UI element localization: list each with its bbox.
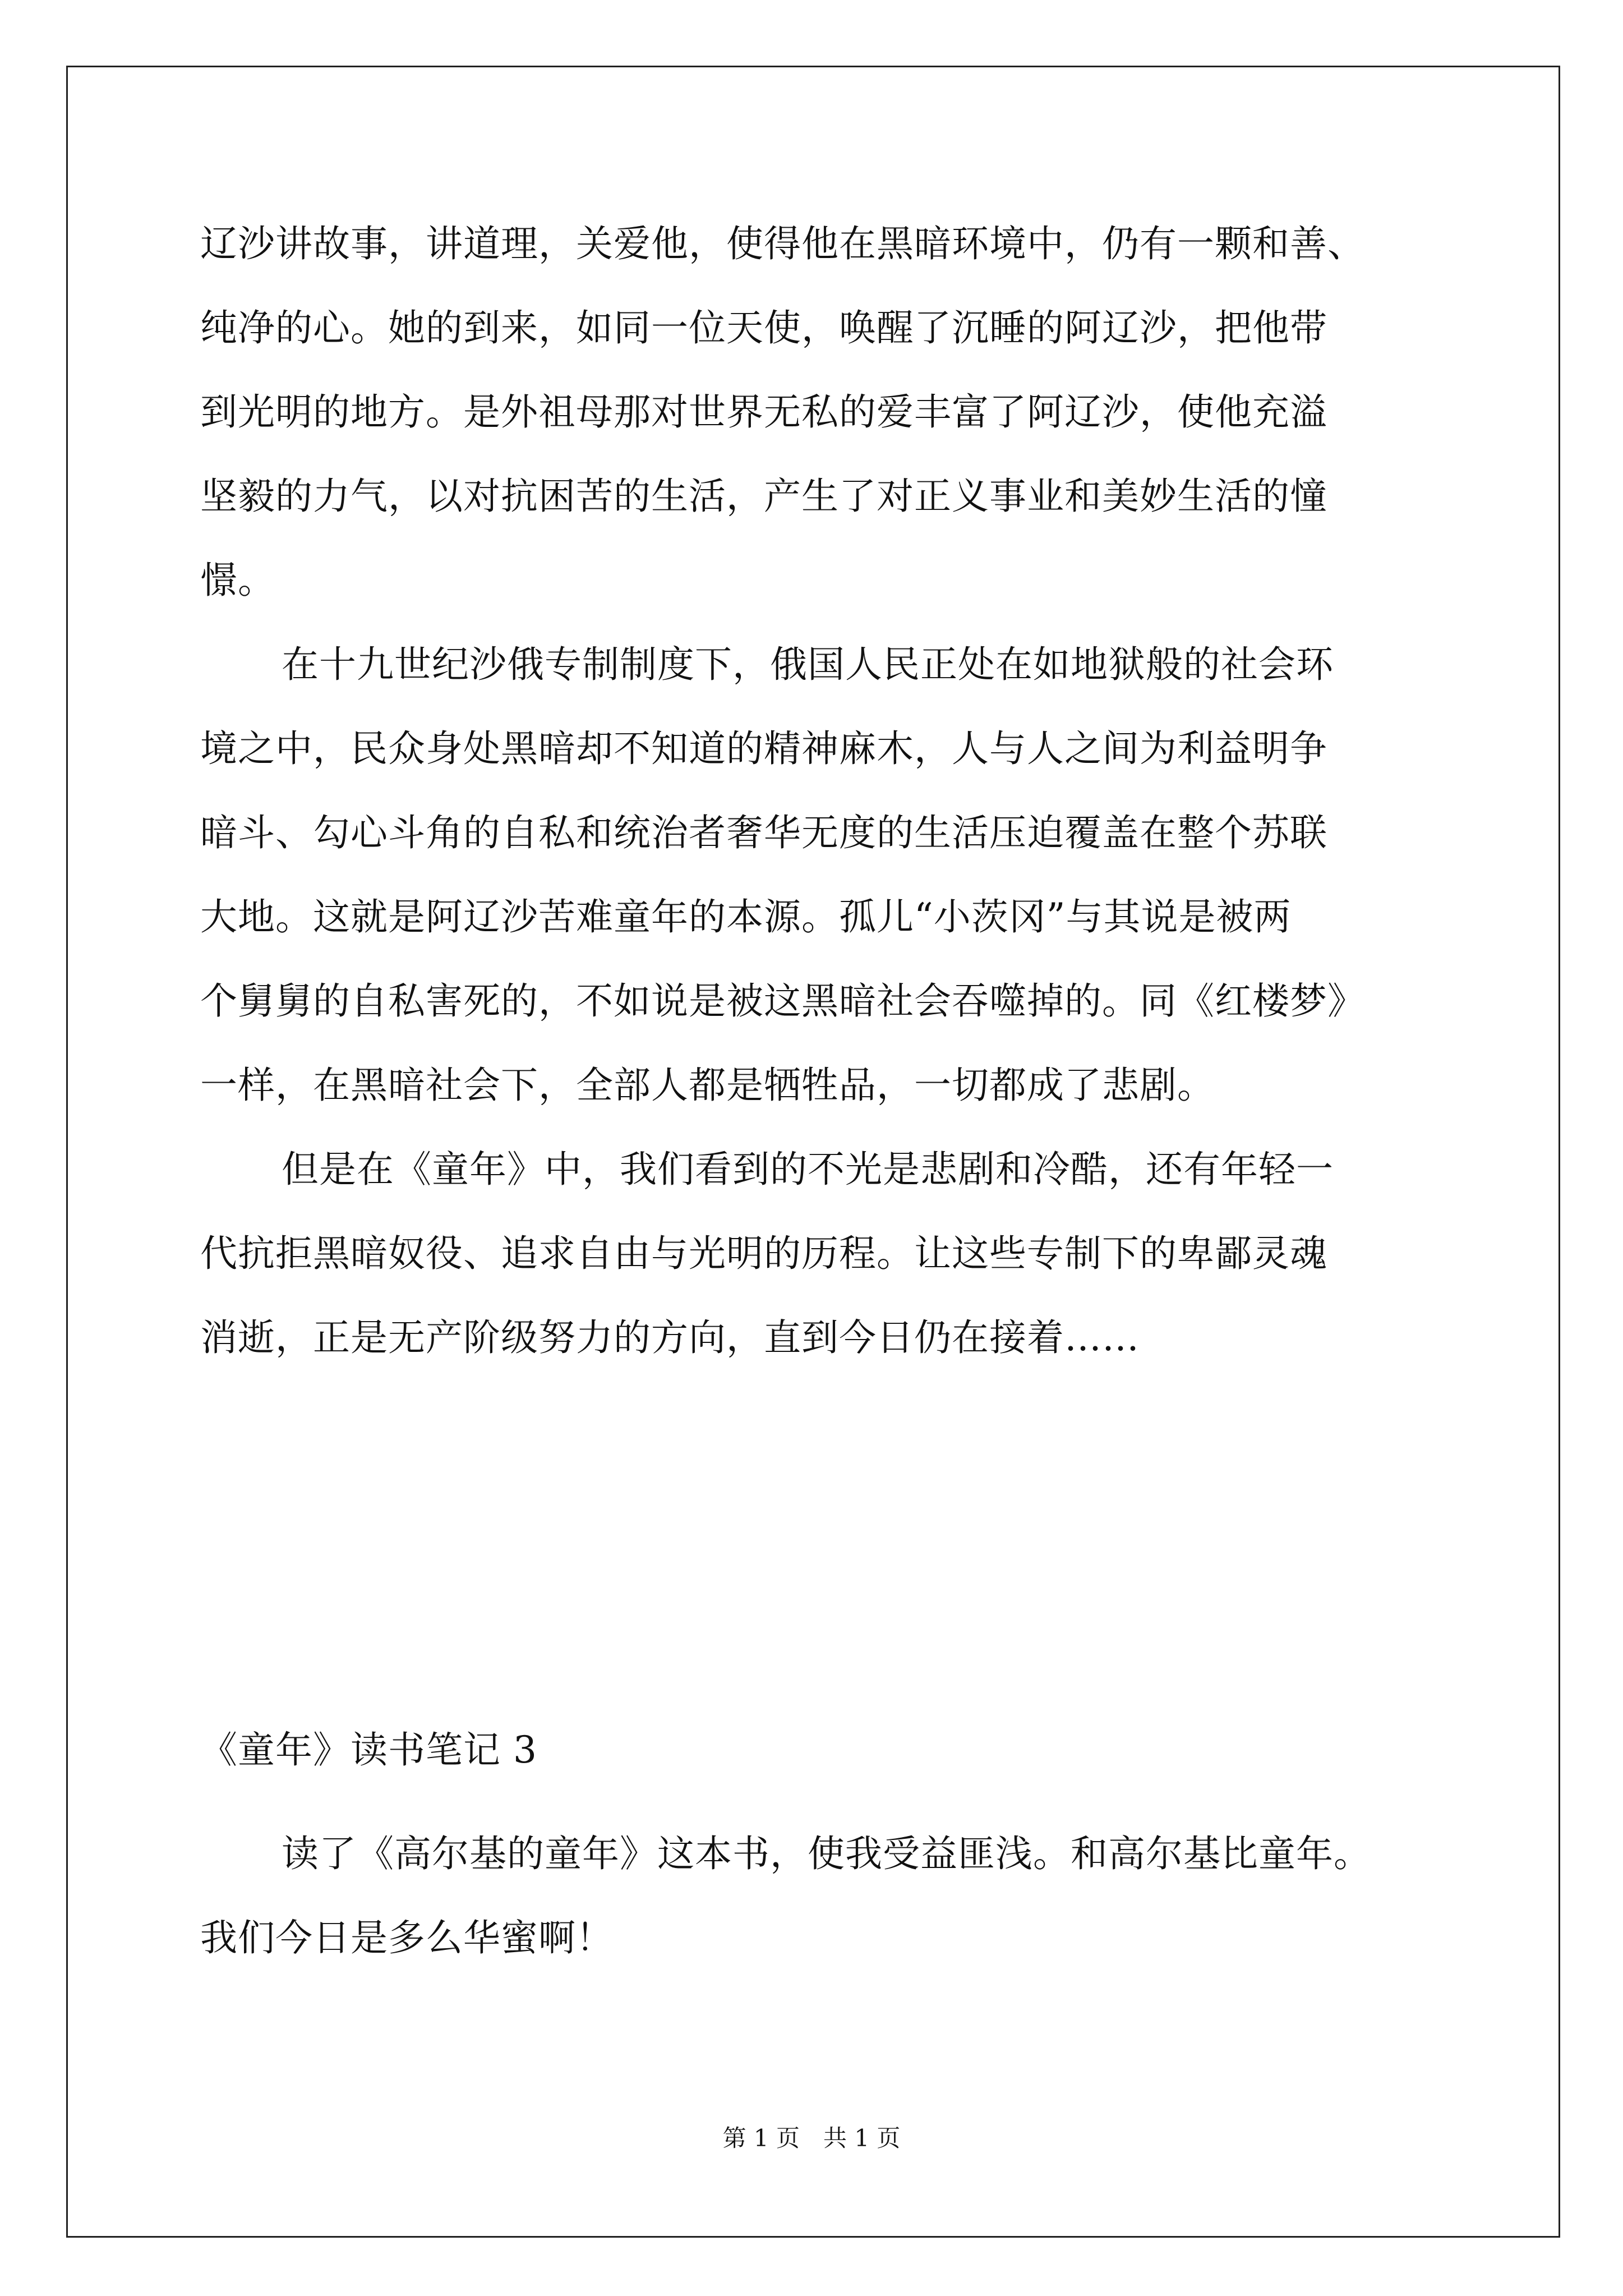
paragraph-line: 境之中，民众身处黑暗却不知道的精神麻木，人与人之间为利益明争 <box>200 727 1327 770</box>
paragraph-line: 憬。 <box>200 559 275 602</box>
paragraph-line: 一样，在黑暗社会下，全部人都是牺牲品，一切都成了悲剧。 <box>200 1064 1215 1107</box>
paragraph-line: 在十九世纪沙俄专制制度下，俄国人民正处在如地狱般的社会环 <box>282 643 1334 686</box>
section-heading: 《童年》读书笔记 3 <box>200 1728 537 1772</box>
paragraph-line: 坚毅的力气，以对抗困苦的生活，产生了对正义事业和美妙生活的憧 <box>200 475 1327 518</box>
paragraph-line: 大地。这就是阿辽沙苦难童年的本源。孤儿“小茨冈”与其说是被两 <box>200 895 1292 938</box>
paragraph-line: 我们今日是多么华蜜啊！ <box>200 1916 614 1959</box>
paragraph-line: 消逝，正是无产阶级努力的方向，直到今日仍在接着…… <box>200 1316 1140 1359</box>
page-footer: 第 1 页 共 1 页 <box>722 2124 901 2152</box>
document-body-continued <box>200 1812 1468 1980</box>
paragraph-line: 但是在《童年》中，我们看到的不光是悲剧和冷酷，还有年轻一 <box>282 1148 1334 1191</box>
paragraph-line: 到光明的地方。是外祖母那对世界无私的爱丰富了阿辽沙，使他充溢 <box>200 390 1327 434</box>
paragraph-line: 辽沙讲故事，讲道理，关爱他，使得他在黑暗环境中，仍有一颗和善、 <box>200 222 1365 265</box>
paragraph-line: 读了《高尔基的童年》这本书，使我受益匪浅。和高尔基比童年。 <box>282 1832 1371 1875</box>
paragraph-line: 代抗拒黑暗奴役、追求自由与光明的历程。让这些专制下的卑鄙灵魂 <box>200 1232 1327 1275</box>
document-body <box>200 202 1468 1380</box>
paragraph-line: 暗斗、勾心斗角的自私和统治者奢华无度的生活压迫覆盖在整个苏联 <box>200 811 1327 854</box>
paragraph-line: 个舅舅的自私害死的，不如说是被这黑暗社会吞噬掉的。同《红楼梦》 <box>200 979 1365 1023</box>
paragraph-line: 纯净的心。她的到来，如同一位天使，唤醒了沉睡的阿辽沙，把他带 <box>200 306 1327 349</box>
